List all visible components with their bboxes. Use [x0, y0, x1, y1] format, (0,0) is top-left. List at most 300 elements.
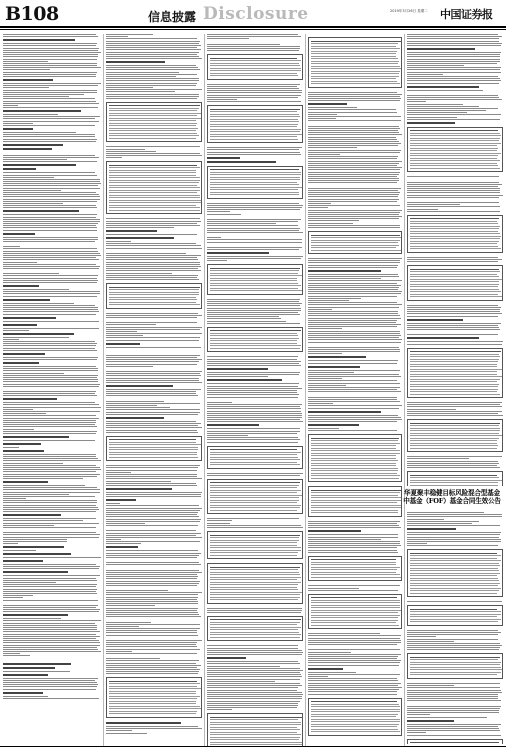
text-line — [3, 217, 96, 218]
table-row — [210, 500, 299, 501]
text-line — [308, 174, 399, 175]
text-line — [106, 514, 197, 515]
text-line — [207, 442, 298, 443]
text-line — [308, 203, 331, 204]
text-line — [207, 374, 299, 375]
table-row — [410, 394, 500, 395]
text-line — [3, 636, 100, 637]
table-row — [210, 594, 300, 595]
text-line — [106, 610, 197, 611]
text-line — [308, 291, 402, 292]
table-row — [210, 505, 301, 506]
table-row — [311, 505, 401, 506]
text-line — [106, 597, 198, 598]
text-line — [3, 85, 98, 86]
text-line — [3, 686, 97, 687]
table-row — [210, 734, 301, 735]
section-heading — [3, 324, 37, 326]
text-line — [308, 207, 328, 208]
text-line — [407, 698, 498, 699]
table-row — [410, 389, 498, 390]
text-line — [308, 644, 397, 645]
table-row — [210, 65, 300, 66]
text-line — [106, 245, 201, 246]
table-row — [109, 442, 196, 443]
table-row — [210, 587, 297, 588]
text-line — [308, 550, 397, 551]
text-line — [207, 650, 302, 651]
table-row — [311, 597, 397, 598]
text-line — [308, 351, 400, 352]
text-line — [308, 258, 402, 259]
text-line — [3, 123, 33, 124]
text-line — [106, 412, 200, 413]
table-row — [311, 470, 398, 471]
text-line — [3, 386, 99, 387]
text-line — [106, 52, 199, 53]
table-row — [210, 727, 297, 728]
table-row — [410, 480, 502, 481]
table-row — [410, 664, 500, 665]
table-row — [410, 475, 497, 476]
table-row — [410, 221, 497, 222]
text-line — [106, 241, 131, 242]
text-line — [207, 687, 298, 688]
text-line — [308, 141, 399, 142]
text-line — [207, 392, 297, 393]
table-row — [410, 485, 498, 486]
table-row — [109, 105, 200, 106]
text-line — [106, 642, 197, 643]
text-line — [106, 218, 200, 219]
section-heading — [407, 337, 479, 339]
text-line — [3, 121, 99, 122]
text-line — [207, 612, 301, 613]
text-line — [3, 591, 96, 592]
text-line — [207, 260, 227, 261]
text-line — [308, 656, 398, 657]
table-row — [311, 701, 397, 702]
text-line — [106, 45, 201, 46]
text-line — [308, 307, 399, 308]
table-row — [410, 578, 498, 579]
text-line — [3, 595, 33, 596]
text-line — [106, 56, 199, 57]
text-line — [308, 130, 398, 131]
text-line — [308, 372, 354, 373]
text-line — [308, 205, 400, 206]
text-line — [106, 378, 199, 379]
table-row — [210, 111, 297, 112]
table-row — [311, 706, 400, 707]
text-line — [3, 460, 101, 461]
text-line — [106, 366, 153, 367]
text-line — [207, 690, 297, 691]
table-row — [410, 291, 501, 292]
table-row — [311, 56, 396, 57]
table-row — [210, 75, 298, 76]
text-line — [207, 363, 299, 364]
text-line — [407, 192, 500, 193]
text-line — [308, 539, 381, 540]
text-line — [407, 514, 502, 515]
text-line — [407, 119, 500, 120]
section-heading — [106, 230, 157, 232]
section-heading — [407, 122, 455, 124]
table-row — [410, 667, 501, 668]
text-line — [3, 631, 100, 632]
text-line — [308, 385, 346, 386]
table-row — [210, 172, 301, 173]
text-line — [207, 404, 302, 405]
text-line — [308, 537, 398, 538]
text-line — [106, 85, 196, 86]
text-line — [106, 572, 202, 573]
table-row — [410, 284, 499, 285]
text-line — [106, 581, 200, 582]
data-table — [308, 698, 402, 736]
table-row — [410, 148, 498, 149]
table-row — [311, 495, 398, 496]
text-line — [407, 204, 460, 205]
text-line — [106, 432, 198, 433]
text-line — [3, 500, 97, 501]
text-line — [106, 262, 200, 263]
text-line — [308, 98, 401, 99]
text-line — [308, 397, 397, 398]
table-row — [410, 351, 501, 352]
text-line — [106, 257, 197, 258]
table-row — [410, 228, 499, 229]
text-line — [308, 694, 397, 695]
table-row — [311, 704, 399, 705]
table-row — [210, 732, 297, 733]
section-heading — [407, 48, 475, 50]
table-row — [410, 611, 501, 612]
text-line — [3, 682, 97, 683]
text-line — [207, 610, 302, 611]
text-line — [3, 280, 98, 281]
text-line — [106, 41, 200, 42]
text-line — [3, 578, 96, 579]
data-table — [207, 327, 303, 353]
text-line — [106, 380, 199, 381]
table-row — [311, 572, 396, 573]
text-line — [106, 153, 200, 154]
text-line — [3, 141, 96, 142]
table-row — [410, 379, 500, 380]
text-line — [407, 717, 487, 718]
table-row — [410, 364, 497, 365]
table-row — [210, 510, 297, 511]
table-row — [109, 120, 196, 121]
text-line — [207, 520, 232, 521]
text-line — [3, 328, 99, 329]
text-line — [308, 347, 399, 348]
text-line — [106, 667, 197, 668]
text-line — [3, 651, 101, 652]
text-line — [407, 43, 502, 44]
text-line — [3, 698, 99, 699]
table-row — [311, 510, 398, 511]
text-line — [308, 638, 400, 639]
text-line — [106, 58, 202, 59]
table-row — [109, 133, 197, 134]
text-line — [207, 299, 300, 300]
text-line — [207, 50, 299, 51]
text-line — [3, 680, 95, 681]
text-line — [106, 640, 202, 641]
text-line — [3, 157, 99, 158]
text-line — [3, 584, 97, 585]
text-line — [207, 228, 300, 229]
section-heading — [106, 417, 164, 419]
text-line — [3, 36, 98, 37]
text-line — [207, 376, 268, 377]
text-line — [407, 76, 498, 77]
text-line — [106, 340, 199, 341]
text-line — [207, 402, 232, 403]
text-line — [308, 678, 397, 679]
table-row — [210, 58, 297, 59]
table-row — [410, 168, 500, 169]
text-line — [106, 474, 197, 475]
section-heading — [308, 668, 343, 670]
text-line — [207, 413, 302, 414]
text-line — [407, 545, 498, 546]
text-line — [3, 203, 63, 204]
table-row — [410, 236, 501, 237]
text-line — [3, 532, 96, 533]
text-line — [407, 463, 499, 464]
table-row — [410, 371, 497, 372]
data-table — [207, 54, 303, 80]
table-row — [210, 288, 298, 289]
text-line — [207, 356, 298, 357]
table-row — [410, 558, 497, 559]
text-line — [3, 494, 69, 495]
text-line — [3, 426, 97, 427]
text-line — [407, 184, 502, 185]
text-line — [3, 678, 98, 679]
table-row — [410, 672, 501, 673]
table-row — [410, 570, 499, 571]
text-line — [308, 227, 400, 228]
table-row — [109, 688, 201, 689]
publication-date: 2019年3月26日 星期二 — [390, 9, 428, 13]
text-line — [106, 335, 143, 336]
text-line — [106, 599, 197, 600]
text-line — [106, 543, 141, 544]
text-line — [106, 151, 156, 152]
text-line — [308, 399, 397, 400]
text-line — [308, 260, 400, 261]
table-row — [210, 547, 301, 548]
text-line — [308, 430, 397, 431]
text-line — [3, 314, 96, 315]
table-row — [109, 123, 197, 124]
table-row — [109, 128, 198, 129]
table-row — [311, 463, 396, 464]
text-line — [407, 56, 500, 57]
text-line — [106, 564, 201, 565]
text-line — [3, 640, 99, 641]
data-table — [207, 264, 303, 295]
text-line — [407, 106, 479, 107]
text-line — [106, 583, 199, 584]
text-line — [308, 652, 351, 653]
text-line — [407, 687, 500, 688]
text-line — [207, 709, 232, 710]
text-line — [308, 192, 400, 193]
table-row — [311, 453, 400, 454]
text-line — [207, 523, 230, 524]
text-line — [3, 620, 101, 621]
text-line — [106, 54, 197, 55]
text-line — [407, 710, 499, 711]
text-line — [207, 676, 302, 677]
text-line — [207, 205, 303, 206]
table-row — [210, 189, 298, 190]
text-line — [407, 45, 501, 46]
data-table — [207, 105, 303, 143]
text-line — [106, 663, 196, 664]
text-line — [3, 586, 96, 587]
text-line — [407, 706, 501, 707]
table-row — [410, 286, 498, 287]
text-line — [207, 101, 301, 102]
text-line — [3, 296, 97, 297]
text-line — [3, 684, 98, 685]
text-line — [3, 611, 99, 612]
text-line — [407, 202, 499, 203]
section-heading — [308, 356, 366, 358]
text-line — [3, 593, 97, 594]
text-line — [3, 43, 97, 44]
text-line — [3, 415, 96, 416]
table-row — [210, 177, 300, 178]
table-row — [210, 131, 300, 132]
text-line — [3, 564, 96, 565]
table-row — [410, 443, 497, 444]
text-line — [3, 550, 36, 551]
text-line — [308, 405, 402, 406]
table-row — [311, 66, 400, 67]
text-line — [407, 415, 503, 416]
table-row — [109, 444, 201, 445]
text-line — [407, 59, 500, 60]
section-heading — [3, 148, 52, 150]
table-row — [410, 433, 499, 434]
text-line — [106, 649, 200, 650]
text-line — [207, 237, 221, 238]
text-line — [3, 188, 100, 189]
table-row — [109, 205, 196, 206]
text-line — [207, 203, 299, 204]
text-line — [407, 112, 467, 113]
table-row — [210, 634, 301, 635]
text-line — [407, 341, 503, 342]
text-line — [207, 383, 299, 384]
text-line — [106, 525, 198, 526]
text-line — [308, 188, 401, 189]
table-row — [210, 268, 300, 269]
text-line — [106, 671, 199, 672]
table-row — [311, 719, 400, 720]
section-heading — [3, 317, 56, 319]
text-line — [3, 282, 97, 283]
text-line — [207, 211, 230, 212]
text-line — [3, 557, 101, 558]
text-line — [308, 635, 401, 636]
text-line — [207, 84, 300, 85]
table-row — [109, 110, 197, 111]
text-line — [3, 600, 98, 601]
table-row — [410, 135, 501, 136]
section-heading — [106, 499, 136, 501]
table-row — [311, 43, 398, 44]
text-line — [3, 541, 67, 542]
text-line — [308, 302, 397, 303]
text-line — [407, 97, 499, 98]
text-line — [407, 63, 497, 64]
table-row — [210, 139, 298, 140]
text-line — [106, 728, 202, 729]
table-row — [410, 560, 501, 561]
text-line — [3, 76, 96, 77]
text-line — [207, 437, 298, 438]
text-line — [207, 361, 301, 362]
text-line — [308, 545, 401, 546]
text-line — [106, 91, 175, 92]
table-row — [410, 140, 499, 141]
table-row — [210, 739, 299, 740]
table-row — [311, 440, 398, 441]
table-row — [410, 619, 501, 620]
data-table — [407, 215, 503, 253]
text-line — [308, 654, 401, 655]
table-row — [410, 657, 500, 658]
text-line — [308, 309, 332, 310]
text-line — [3, 183, 101, 184]
text-line — [207, 301, 299, 302]
text-line — [3, 255, 101, 256]
table-row — [410, 369, 502, 370]
table-row — [311, 237, 401, 238]
table-row — [210, 627, 301, 628]
text-line — [207, 705, 298, 706]
text-line — [106, 605, 155, 606]
table-row — [210, 535, 300, 536]
table-row — [109, 302, 196, 303]
table-row — [210, 464, 300, 465]
text-line — [3, 429, 34, 430]
text-line — [407, 712, 499, 713]
text-line — [407, 630, 498, 631]
text-line — [3, 155, 95, 156]
text-line — [3, 266, 100, 267]
text-line — [3, 511, 96, 512]
table-row — [311, 610, 401, 611]
text-line — [308, 370, 400, 371]
text-line — [207, 147, 302, 148]
text-line — [308, 267, 397, 268]
table-row — [410, 588, 501, 589]
text-line — [207, 207, 302, 208]
text-line — [3, 227, 97, 228]
table-row — [410, 440, 497, 441]
column-divider — [305, 34, 306, 746]
